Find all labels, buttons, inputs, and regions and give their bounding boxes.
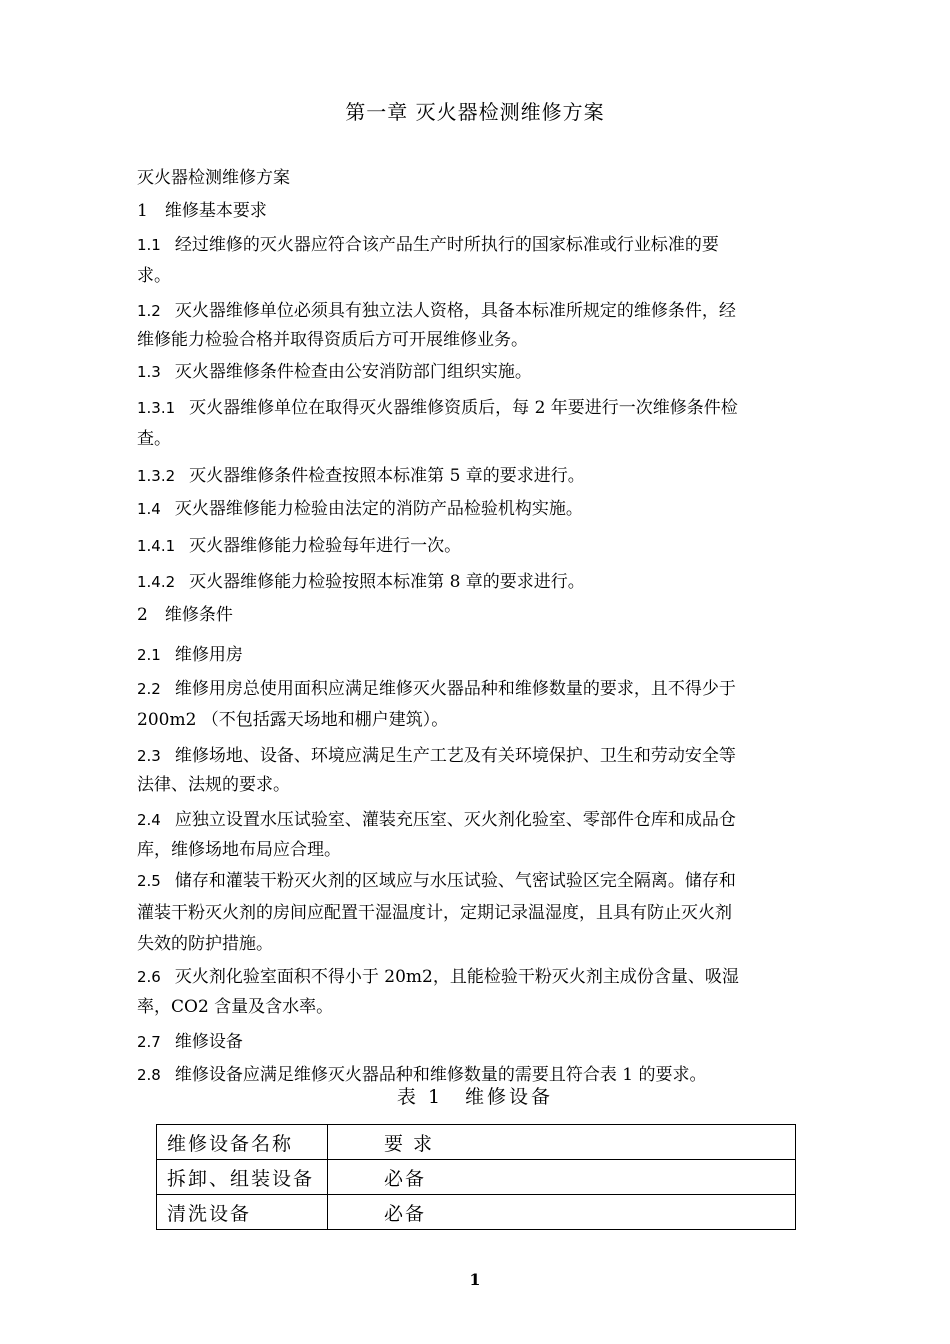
text-line — [137, 194, 817, 228]
clause-text: 维修用房 — [174, 645, 243, 665]
text-line — [137, 565, 817, 599]
clause-text: 灭火器维修能力检验每年进行一次。 — [189, 536, 462, 556]
clause-number: 2.5 — [137, 872, 161, 890]
text-line — [137, 422, 817, 456]
clause-number: 1.4.1 — [137, 537, 176, 555]
equipment-name-cell: 维修设备名称 — [157, 1125, 328, 1160]
clause-text: 灭火器维修单位在取得灭火器维修资质后，每 2 年要进行一次维修条件检 — [189, 398, 738, 418]
clause-number: 1.2 — [137, 302, 161, 320]
text-line — [137, 990, 817, 1024]
clause-text: 维修能力检验合格并取得资质后方可开展维修业务。 — [137, 330, 528, 350]
text-line — [137, 768, 817, 802]
clause-text: 法律、法规的要求。 — [137, 775, 290, 795]
clause-number: 2.7 — [137, 1033, 161, 1051]
clause-number: 2.4 — [137, 811, 161, 829]
clause-text: 灭火器维修能力检验由法定的消防产品检验机构实施。 — [174, 499, 583, 519]
clause-number: 2.2 — [137, 680, 161, 698]
clause-text: 求。 — [137, 266, 171, 286]
text-line — [137, 833, 817, 867]
text-line — [137, 638, 817, 672]
equipment-table — [156, 1124, 796, 1230]
text-line — [137, 1025, 817, 1059]
clause-text: 灭火器维修条件检查由公安消防部门组织实施。 — [174, 362, 532, 382]
clause-number: 1.4 — [137, 500, 161, 518]
clause-text: 查。 — [137, 429, 171, 449]
requirement-cell: 必备 — [328, 1195, 796, 1230]
clause-text: 失效的防护措施。 — [137, 934, 273, 954]
table-row — [157, 1195, 796, 1230]
requirement-cell: 必备 — [328, 1160, 796, 1195]
text-line — [137, 355, 817, 389]
clause-text: 经过维修的灭火器应符合该产品生产时所执行的国家标准或行业标准的要 — [174, 235, 719, 255]
clause-text: 灭火器检测维修方案 — [137, 168, 290, 188]
clause-number: 1.3.1 — [137, 399, 176, 417]
text-line — [137, 803, 817, 837]
text-line — [137, 459, 817, 493]
clause-text: 1 维修基本要求 — [137, 201, 267, 221]
clause-text: 灭火剂化验室面积不得小于 20m2，且能检验干粉灭火剂主成份含量、吸湿 — [174, 967, 739, 987]
clause-text: 灭火器维修能力检验按照本标准第 8 章的要求进行。 — [189, 572, 585, 592]
text-line — [137, 672, 817, 706]
clause-number: 1.3 — [137, 363, 161, 381]
clause-text: 库，维修场地布局应合理。 — [137, 840, 341, 860]
text-line — [137, 492, 817, 526]
table-caption: 表 1 维修设备 — [396, 1086, 554, 1108]
clause-text: 2 维修条件 — [137, 605, 233, 625]
clause-number: 1.1 — [137, 236, 161, 254]
clause-number: 2.6 — [137, 968, 161, 986]
text-line — [137, 391, 817, 425]
clause-text: 灌装干粉灭火剂的房间应配置干湿温度计，定期记录温湿度，且具有防止灭火剂 — [137, 903, 732, 923]
clause-text: 维修设备应满足维修灭火器品种和维修数量的需要且符合表 1 的要求。 — [174, 1065, 707, 1085]
table-row — [157, 1125, 796, 1160]
text-line — [137, 529, 817, 563]
text-line — [137, 228, 817, 262]
clause-text: 200m2 （不包括露天场地和棚户建筑）。 — [137, 710, 449, 730]
equipment-name-cell: 拆卸、组装设备 — [157, 1160, 328, 1195]
clause-number: 2.3 — [137, 747, 161, 765]
clause-text: 灭火器维修单位必须具有独立法人资格，具备本标准所规定的维修条件，经 — [174, 301, 736, 321]
text-line — [137, 896, 817, 930]
chapter-title: 第一章 灭火器检测维修方案 — [345, 100, 605, 124]
text-line — [137, 703, 817, 737]
text-line — [137, 323, 817, 357]
text-line — [137, 864, 817, 898]
requirement-cell: 要 求 — [328, 1125, 796, 1160]
clause-text: 率，CO2 含量及含水率。 — [137, 997, 334, 1017]
text-line — [137, 960, 817, 994]
clause-text: 储存和灌装干粉灭火剂的区域应与水压试验、气密试验区完全隔离。储存和 — [174, 871, 736, 891]
text-line — [137, 259, 817, 293]
table-row — [157, 1160, 796, 1195]
text-line — [137, 598, 817, 632]
clause-number: 2.1 — [137, 646, 161, 664]
equipment-name-cell: 清洗设备 — [157, 1195, 328, 1230]
clause-number: 1.4.2 — [137, 573, 176, 591]
page-number: 1 — [469, 1270, 481, 1289]
clause-text: 维修用房总使用面积应满足维修灭火器品种和维修数量的要求，且不得少于 — [174, 679, 736, 699]
text-line — [137, 161, 817, 195]
clause-text: 灭火器维修条件检查按照本标准第 5 章的要求进行。 — [189, 466, 585, 486]
clause-number: 1.3.2 — [137, 467, 176, 485]
clause-text: 维修场地、设备、环境应满足生产工艺及有关环境保护、卫生和劳动安全等 — [174, 746, 736, 766]
clause-text: 应独立设置水压试验室、灌装充压室、灭火剂化验室、零部件仓库和成品仓 — [174, 810, 736, 830]
text-line — [137, 927, 817, 961]
clause-text: 维修设备 — [174, 1032, 243, 1052]
clause-number: 2.8 — [137, 1066, 161, 1084]
